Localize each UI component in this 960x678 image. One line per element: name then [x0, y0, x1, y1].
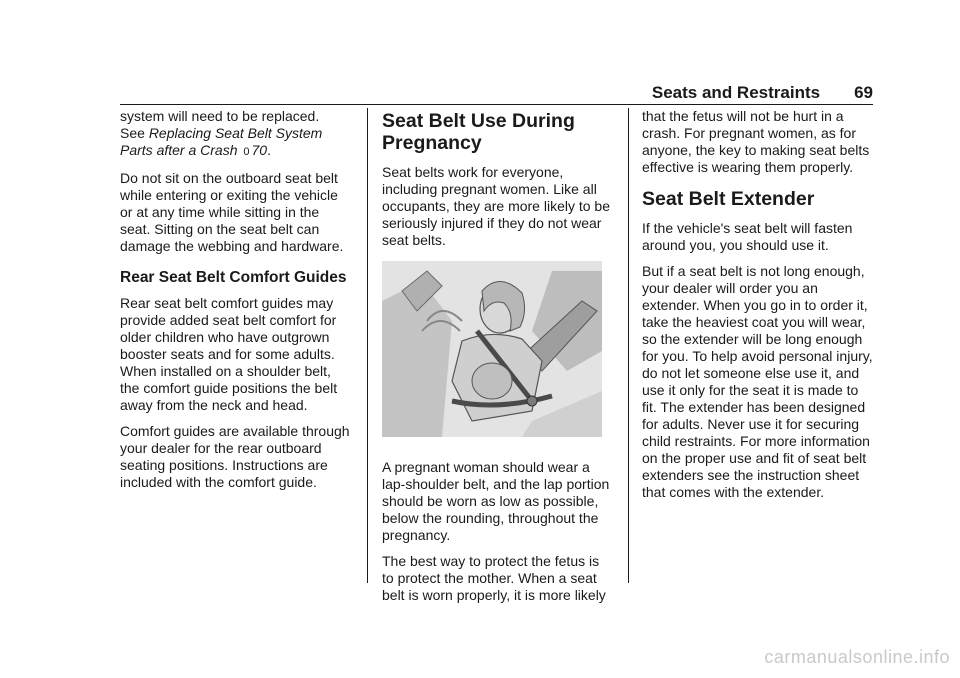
period: . [267, 142, 271, 158]
paragraph-text: system will need to be replaced. [120, 108, 320, 124]
column-divider [628, 108, 629, 583]
watermark: carmanualsonline.info [764, 647, 950, 667]
cross-reference-link[interactable]: Replacing Seat Belt System Parts after a Crash [120, 125, 323, 158]
paragraph: A pregnant woman should wear a lap-shoulder belt, and the lap portion should be worn as low as possible, below the rounding, throughout the pregnancy. [382, 459, 610, 543]
header-rule [120, 104, 873, 105]
column-left [120, 108, 352, 500]
illustration-svg [382, 261, 602, 437]
pregnant-woman-seatbelt-illustration [382, 261, 602, 437]
page-ref-number[interactable]: 70 [251, 142, 268, 158]
paragraph: that the fetus will not be hurt in a crash. For pregnant women, as for anyone, the key to making seat belts effective is wearing them properly. [642, 108, 870, 175]
page-header [652, 83, 873, 103]
paragraph [120, 108, 352, 161]
paragraph: But if a seat belt is not long enough, your dealer will order you an extender. When you go in to order it, take the heaviest coat you will wear, so the extender will be long enough for you. To help avoid personal injury, do not let someone else use it, and use it only for the seat it is made to fit. The extender has been designed for adults. Never use it for securing child restraints. For more information on the proper use and fit of seat belt extenders see the instruction sheet that comes with the extender. [642, 263, 873, 500]
heading-seat-belt-extender: Seat Belt Extender [642, 188, 815, 210]
paragraph: Rear seat belt comfort guides may provide added seat belt comfort for older children who have outgrown booster seats and for some adults. When installed on a shoulder belt, the comfort guide positions the belt away from the neck and head. [120, 295, 338, 413]
page-number: 69 [854, 83, 873, 102]
heading-rear-comfort-guides: Rear Seat Belt Comfort Guides [120, 269, 347, 286]
paragraph: The best way to protect the fetus is to protect the mother. When a seat belt is worn properly, it is more likely [382, 553, 606, 603]
heading-pregnancy: Seat Belt Use During Pregnancy [382, 110, 575, 154]
paragraph: Comfort guides are available through your dealer for the rear outboard seating positions. Instructions are included with the comfort guide. [120, 423, 350, 490]
column-middle [382, 108, 612, 613]
paragraph: Do not sit on the outboard seat belt while entering or exiting the vehicle or at any time while sitting in the seat. Sitting on the seat belt can damage the webbing and hardware. [120, 170, 344, 254]
section-title: Seats and Restraints [651, 83, 821, 102]
see-text: See [120, 125, 145, 141]
paragraph: Seat belts work for everyone, including pregnant women. Like all occupants, they are more likely to be seriously injured if they do not wear seat belts. [382, 164, 611, 248]
column-right [642, 108, 874, 510]
column-divider [367, 108, 368, 583]
paragraph: If the vehicle's seat belt will fasten around you, you should use it. [642, 220, 853, 253]
page-ref-icon: 0 [243, 146, 250, 158]
